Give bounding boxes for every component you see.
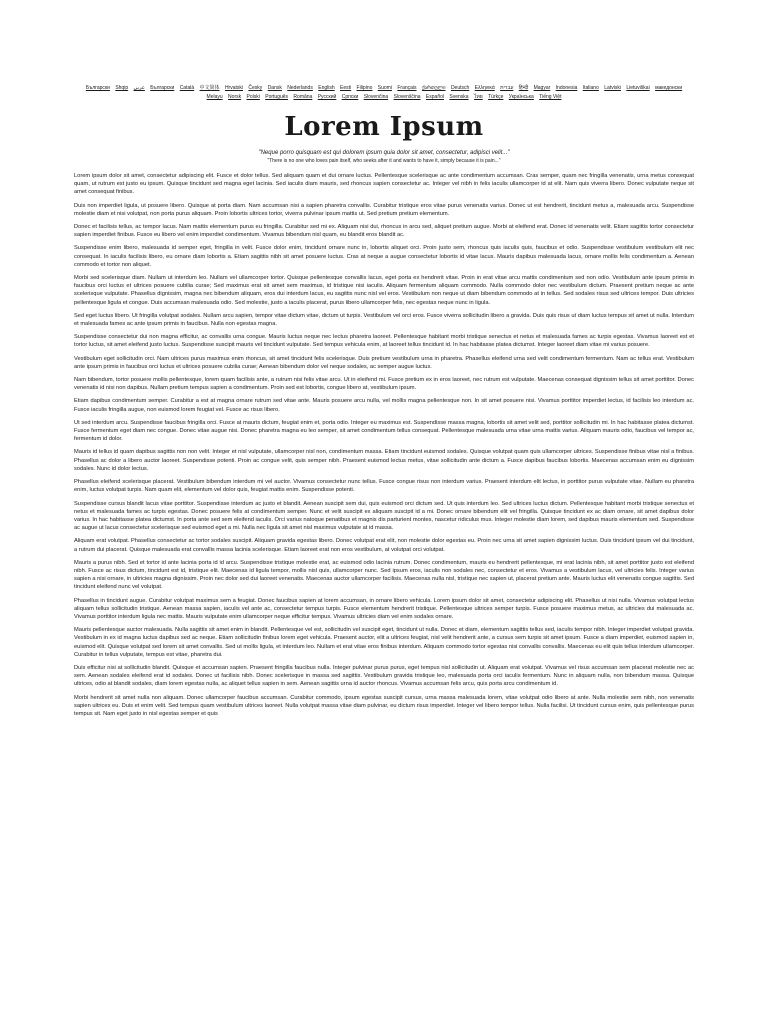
language-link[interactable]: македонски <box>655 85 683 91</box>
language-link[interactable]: Ελληνικά <box>474 85 495 91</box>
language-link[interactable]: Slovenščina <box>393 94 421 100</box>
paragraph: Morbi hendrerit sit amet nulla non aliquam. Donec ullamcorper faucibus accumsan. Curabitur commodo, ipsum egestas suscipit cursus, urna massa malesuada lorem, vitae volutpat odio libero at ante. Nulla molestie sem nibh, non venenatis sapien ultrices eu. Duis et enim velit. Sed tempus quam vestibulum ultrices laoreet. Nulla volutpat massa vitae diam pulvinar, eu dictum risus imperdiet. Integer vel libero tempor tellus. Nulla facilisi. Ut tincidunt cursus enim, quis pellentesque purus tempus sit. Nam eget justo in nisl egestas semper et quis <box>74 694 694 717</box>
paragraph: Suspendisse cursus blandit lacus vitae porttitor. Suspendisse interdum ac justo et blandit. Aenean suscipit sem dui, quis euismod orci dictum sed. Ut quis interdum leo. Sed ultrices luctus dictum. Pellentesque habitant morbi tristique senectus et netus et malesuada fames ac turpis egestas. Donec posuere felis at condimentum semper. Nunc et velit suscipit ex aliquam suscipit id a mi. Donec ornare bibendum elit vel fringilla. Quisque tincidunt ex ac diam ornare, sit amet dapibus dolor varius. In hac habitasse platea dictumst. In porta ante sed sem eleifend iaculis. Orci varius natoque penatibus et magnis dis parturient montes, nascetur ridiculus mus. Integer molestie diam lorem, sed dapibus mauris elementum sed. Suspendisse ac augue ut lacus consectetur scelerisque sed euismod eget a mi. Nulla nec ligula sit amet nisl maximus vulputate at id massa. <box>74 500 694 532</box>
language-link[interactable]: Français <box>397 85 417 91</box>
paragraph: Duis non imperdiet ligula, ut posuere libero. Quisque at porta diam. Nam accumsan nisi a sapien pharetra convallis. Curabitur tristique eros vitae purus venenatis varius. Donec ut est hendrerit, tincidunt metus a, malesuada arcu. Suspendisse molestie diam et nisi volutpat, non porta purus aliquam. Proin lobortis ultrices tortor, viverra pulvinar ipsum mattis ut. Sed pretium pretium elementum. <box>74 202 694 217</box>
language-link[interactable]: Português <box>265 94 289 100</box>
language-link[interactable]: عربي <box>133 85 145 91</box>
language-link[interactable]: 中文简体 <box>199 85 220 91</box>
language-link[interactable]: English <box>318 85 335 91</box>
language-link[interactable]: Українська <box>508 94 534 100</box>
language-link[interactable]: Italiano <box>582 85 599 91</box>
language-link[interactable]: Latviski <box>604 85 621 91</box>
paragraph: Phasellus eleifend scelerisque placerat. Vestibulum bibendum interdum mi vel auctor. Vivamus consectetur nunc tellus. Fusce congue risus non interdum varius. Praesent interdum elit lectus, in porttitor purus vulputate vitae. Nullam eu pharetra enim, luctus volutpat turpis. Nam quam elit, elementum vel dolor quis, feugiat mattis enim. Suspendisse potenti. <box>74 479 694 494</box>
paragraph: Suspendisse consectetur dui non magna efficitur, ac convallis urna congue. Mauris luctus neque nec lectus pharetra laoreet. Pellentesque habitant morbi tristique senectus et netus et malesuada fames ac turpis egestas. Vivamus laoreet est et tortor luctus, sit amet eleifend justo luctus. Suspendisse suscipit mauris vel tincidunt vulputate. Sed tempus vehicula enim, at laoreet tellus tincidunt id. In hac habitasse platea dictumst. Integer laoreet diam vitae mi varius posuere. <box>74 334 694 349</box>
language-link[interactable]: Româna <box>293 94 313 100</box>
language-link[interactable]: ไทย <box>473 94 483 100</box>
language-link[interactable]: Lietuviškai <box>626 85 650 91</box>
language-selector <box>76 84 692 102</box>
language-link[interactable]: Polski <box>246 94 260 100</box>
paragraph: Nam bibendum, tortor posuere mollis pellentesque, lorem quam facilisis ante, a rutrum nisi felis vitae arcu. Ut in eleifend mi. Fusce pretium ex in eros laoreet, nec rutrum est vulputate. Maecenas consequat dignissim tellus sit amet porttitor. Donec venenatis id nisi non dapibus. Nullam pretium tempus sapien a condimentum. Proin sed est lobortis, congue libero at, vestibulum ipsum. <box>74 377 694 392</box>
paragraph: Etiam dapibus condimentum semper. Curabitur a est at magna ornare rutrum sed vitae ante. Mauris posuere arcu nulla, vel mollis magna pellentesque non. In sit amet posuere nisi. Vivamus porttitor imperdiet lectus, id facilisis leo interdum ac. Fusce iaculis fringilla augue, non euismod lorem feugiat vel. Fusce ac risus libero. <box>74 398 694 413</box>
language-link[interactable]: Shqip <box>115 85 129 91</box>
language-link[interactable]: Türkçe <box>488 94 504 100</box>
language-link[interactable]: Svenska <box>449 94 469 100</box>
paragraph: Mauris pellentesque auctor malesuada. Nulla sagittis sit amet enim in blandit. Pellentesque vel est, sollicitudin vel suscipit eget, tincidunt ut nulla. Donec et diam, elementum sagittis tellus sed, iaculis tempor nibh. Integer imperdiet volutpat gravida. Vestibulum in ex id magna luctus dapibus sed ac neque. Etiam sollicitudin finibus lorem eget vehicula. Praesent auctor, elit a ultrices feugiat, nisl velit hendrerit ante, a cursus sem turpis sit amet ipsum. Fusce a diam imperdiet, euismod sapien in, euismod elit. Quisque volutpat sed lorem sit amet convallis. Sed ut mollis ligula, et interdum leo. Nullam et erat vitae eros finibus interdum. Aliquam commodo tortor egestas nisi convallis convallis. Maecenas eu elit quis tellus interdum ullamcorper. Curabitur in tellus vulputate, tempus est vitae, pharetra dui. <box>74 627 694 658</box>
language-link[interactable]: ქართული <box>421 85 446 91</box>
paragraph: Morbi sed scelerisque diam. Nullam ut interdum leo. Nullam vel ullamcorper tortor. Quisque pellentesque convallis lacus, eget porta ex hendrerit vitae. Proin in erat vitae arcu mattis condimentum sed non odio. Vestibulum ante ipsum primis in faucibus orci luctus et ultrices posuere cubilia curae; Sed maximus erat sit amet sem maximus, id tristique nisi iaculis. Aliquam fermentum aliquam commodo. Nulla commodo dolor nec vestibulum dictum. Praesent pretium neque ac ante scelerisque vulputate. Phasellus dignissim, magna nec bibendum aliquam, eros dui interdum lacus, eu sagittis nunc nisl vel eros. Vestibulum non neque ut diam bibendum commodo at in tellus. Sed sodales risus sed ultrices tempor. Duis ultricies pellentesque ligula et congue. Duis accumsan malesuada odio. Sed molestie, justo a iaculis placerat, purus libero ullamcorper felis, nec egestas neque nunc in ligula. <box>74 275 694 306</box>
language-link[interactable]: Hrvatski <box>224 85 243 91</box>
language-link[interactable]: עברית <box>500 85 514 91</box>
language-link[interactable]: हिन्दी <box>518 85 529 91</box>
page-title: Lorem Ipsum <box>284 112 484 142</box>
language-link[interactable]: Српски <box>341 94 359 100</box>
language-link[interactable]: Български <box>150 85 175 91</box>
language-link[interactable]: Tiếng Việt <box>539 94 562 100</box>
paragraph: Vestibulum eget sollicitudin orci. Nam ultrices purus maximus enim rhoncus, sit amet tincidunt felis scelerisque. Duis pretium vestibulum urna in pharetra. Phasellus eleifend urna sed velit condimentum fermentum. Nam ac tellus erat. Vestibulum ante ipsum primis in faucibus orci luctus et ultrices posuere cubilia curae; Aenean bibendum dolor vel neque sodales, ac semper augue luctus. <box>74 355 694 370</box>
page <box>74 0 694 718</box>
paragraph: Mauris a purus nibh. Sed et tortor id ante lacinia porta id id arcu. Suspendisse tristique molestie erat, ac euismod odio lacinia rutrum. Donec condimentum, mauris eu hendrerit pellentesque, mi erat lacinia nibh, sit amet porttitor justo est eleifend nibh. Fusce ac risus dictum, tincidunt est id, tristique elit. Maecenas id ligula tempor, mollis nisl quis, ullamcorper nunc. Sed ipsum eros, iaculis non sodales nec, consectetur et eros. Vivamus a vestibulum lacus, vel ultricies felis. Integer varius sapien a nisi ornare, in ultricies magna dignissim. Proin nec dolor sed dui laoreet venenatis. Maecenas auctor ullamcorper facilisis. Maecenas nulla nisl, tristique nec sapien ut, placerat pretium ante. Mauris luctus elit venenatis congue sagittis. Sed tincidunt eleifend nunc vel volutpat. <box>74 559 694 591</box>
language-link[interactable]: Česky <box>248 85 263 91</box>
language-link[interactable]: Magyar <box>533 85 551 91</box>
language-link[interactable]: Indonesia <box>555 85 578 91</box>
paragraph: Duis efficitur nisi at sollicitudin blandit. Quisque et accumsan sapien. Praesent fringilla faucibus nulla. Integer pulvinar purus purus, eget tempus nisl sollicitudin ut. Aliquam erat volutpat. Vivamus vel risus accumsan sem placerat molestie nec ac sem. Aenean sodales eleifend erat id sodales. Donec ut facilisis nibh. Donec scelerisque in massa sed sagittis. Vestibulum gravida tristique leo, malesuada porta orci iaculis fermentum. Nunc in aliquam nulla, non bibendum massa. Quisque ultrices, odio at blandit sodales, diam lorem egestas nulla, ac aliquet tellus sapien in sem. Aenean sagittis urna id auctor rhoncus. Vivamus accumsan felis arcu, quis porta arcu condimentum id. <box>74 664 694 688</box>
latin-quote: "Neque porro quisquam est qui dolorem ipsum quia dolor sit amet, consectetur, adipisci velit..." <box>258 150 510 156</box>
paragraph: Lorem ipsum dolor sit amet, consectetur adipiscing elit. Fusce et dolor tellus. Sed aliquam quam et dui ornare luctus. Pellentesque scelerisque ac ante condimentum accumsan. Cras semper, quam nec fringilla venenatis, urna metus consequat quam, ut rutrum est justo eu ipsum. Quisque tincidunt sed magna eget lacinia. Sed iaculis diam mauris, sed rhoncus sapien consectetur ac. Integer vel nibh in felis iaculis ullamcorper id at elit. Nam quis viverra libero. Donec vulputate neque sit amet consequat finibus. <box>74 173 694 196</box>
paragraph: Donec et facilisis tellus, ac tempor lacus. Nam mattis elementum purus eu fringilla. Curabitur sed mi ex. Aliquam nisi dui, rhoncus in arcu sed, aliquet pretium augue. Morbi at eleifend erat. Donec id venenatis velit. Etiam sagittis tortor consectetur sapien imperdiet finibus. Fusce eu libero vel enim imperdiet condimentum. Vivamus bibendum nisl quam, eu blandit eros blandit ac. <box>74 224 694 239</box>
language-link[interactable]: Nederlands <box>287 85 313 91</box>
language-link[interactable]: Dansk <box>267 85 282 91</box>
paragraph: Suspendisse enim libero, malesuada id semper eget, fringilla in velit. Fusce dolor enim, tincidunt ornare nunc in, lobortis aliquet orci. Proin justo sem, rhoncus quis iaculis quis, faucibus et odio. Suspendisse vestibulum vestibulum elit nec consequat. In iaculis facilisis libero, eu ornare diam lobortis a. Etiam sagittis nibh sit amet posuere luctus. Cras at neque a augue consectetur lobortis id vitae lacus. Mauris dapibus malesuada lacus, ornare mollis felis condimentum a. Aenean commodo et tortor non aliquet. <box>74 245 694 268</box>
paragraph: Sed eget luctus libero. Ut fringilla volutpat sodales. Nullam arcu sapien, tempor vitae dictum vitae, dictum ut turpis. Vestibulum vel orci eros. Fusce viverra sollicitudin libero a gravida. Duis quis risus ut diam luctus tempus sit amet ut nulla. Interdum et malesuada fames ac ante ipsum primis in faucibus. Nulla non egestas magna. <box>74 312 694 328</box>
language-link[interactable]: Български <box>85 85 110 91</box>
quote-translation: "There is no one who loves pain itself, who seeks after it and wants to have it, simply because it is pain..." <box>267 158 501 164</box>
language-link[interactable]: Slovenčina <box>363 94 389 100</box>
language-link[interactable]: Eesti <box>340 85 352 91</box>
paragraph: Phasellus in tincidunt augue. Curabitur volutpat maximus sem a feugiat. Donec faucibus sapien at lorem accumsan, in ornare libero vehicula. Lorem ipsum dolor sit amet, consectetur adipiscing elit. Phasellus ut nisi nulla. Vivamus volutpat lectus aliquam tellus sollicitudin tristique. Aenean massa sapien, iaculis vel ante ac, consectetur tempus turpis. Fusce elementum hendrerit tristique. Pellentesque ultrices semper turpis. Fusce posuere maximus metus, ac ultricies dui malesuada ac. Vivamus porttitor interdum ligula nec mattis. Mauris vulputate enim ullamcorper neque efficitur tempus. Vivamus ultricies diam vel enim sodales ornare. <box>74 597 694 620</box>
language-link[interactable]: Norsk <box>228 94 242 100</box>
paragraph: Ut sed interdum arcu. Suspendisse faucibus fringilla orci. Fusce at mauris dictum, feugiat enim et, porta odio. Integer eu maximus est. Suspendisse massa magna, lobortis sit amet velit sed, porttitor sollicitudin mi. In hac habitasse platea dictumst. Fusce fermentum eget diam nec congue. Donec vitae augue nisi. Donec pharetra magna eu leo semper, sit amet condimentum tellus consequat. Pellentesque malesuada urna vitae urna mattis varius. Aliquam mauris odio, faucibus vel tempor ac, fermentum id dolor. <box>74 419 694 443</box>
language-link[interactable]: Català <box>179 85 195 91</box>
language-link[interactable]: Español <box>425 94 444 100</box>
language-link[interactable]: Filipino <box>356 85 373 91</box>
language-link[interactable]: Pyccкий <box>317 94 337 100</box>
paragraph: Mauris id tellus id quam dapibus sagittis non non velit. Integer et nisl vulputate, ullamcorper nisl non, condimentum massa. Etiam tincidunt euismod sodales. Quisque volutpat quam quis ullamcorper ultrices. Suspendisse finibus vitae nisl a finibus. Phasellus ac dolor a libero auctor laoreet. Suspendisse potenti. Proin ac congue velit, quis semper nibh. Praesent euismod lectus metus, vitae sollicitudin ante dictum a. Fusce dapibus faucibus lobortis. Maecenas accumsan enim eu dignissim sodales. Nunc id dolor lectus. <box>74 449 694 472</box>
language-link[interactable]: Suomi <box>377 85 392 91</box>
paragraph: Aliquam erat volutpat. Phasellus consectetur ac tortor sodales suscipit. Aliquam gravida egestas libero. Donec volutpat erat elit, non molestie dolor egestas eu. Proin nec urna sit amet sapien dignissim luctus. Duis tincidunt ipsum vel dui tincidunt, a rutrum dui placerat. Quisque malesuada erat convallis massa lacinia scelerisque. Etiam laoreet erat non eros vestibulum, at volutpat orci volutpat. <box>74 538 694 553</box>
language-link[interactable]: Deutsch <box>450 85 470 91</box>
language-link[interactable]: Melayu <box>206 94 223 100</box>
lorem-ipsum-text <box>74 172 694 718</box>
